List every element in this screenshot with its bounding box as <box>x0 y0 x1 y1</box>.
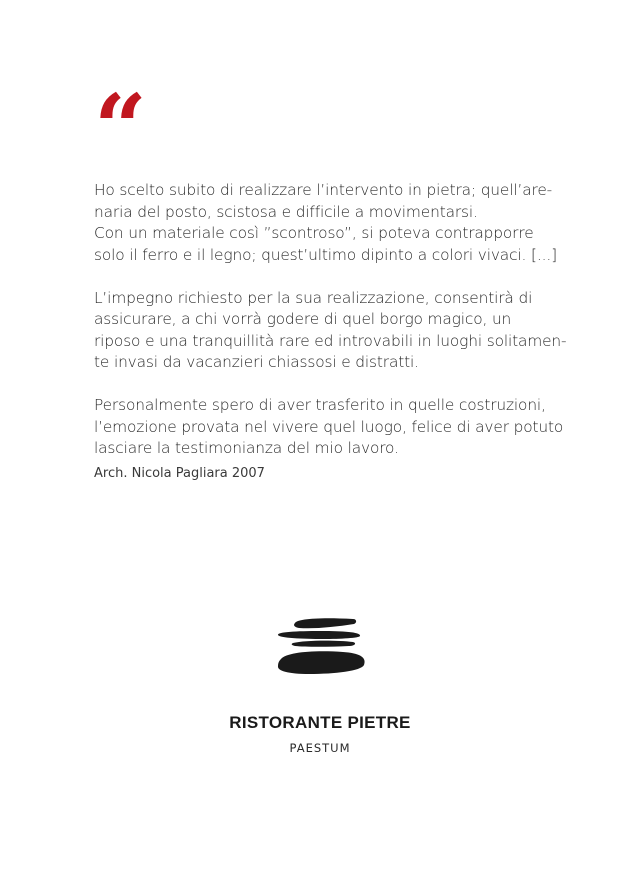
quote-line: Ho scelto subito di realizzare l’intervento in pietra; quell’are- <box>94 181 553 199</box>
quote-paragraph-2 <box>94 288 567 374</box>
brand-name: RISTORANTE PIETRE <box>229 713 411 732</box>
quote-line: naria del posto, scistosa e difficile a movimentarsi. <box>94 202 478 221</box>
quote-line: L’impegno richiesto per la sua realizzazione, consentirà di <box>94 288 533 307</box>
brand-location: PAESTUM <box>289 741 351 755</box>
quote-line: Con un materiale così ”scontroso”, si poteva contrapporre <box>94 224 534 242</box>
quote-line: lasciare la testimonianza del mio lavoro. <box>94 439 399 457</box>
quote-line: solo il ferro e il legno; quest’ultimo dipinto a colori vivaci. [...] <box>94 245 557 264</box>
quote-line: riposo e una tranquillità rare ed introvabili in luoghi solitamen- <box>94 331 567 350</box>
quote-paragraph-1 <box>94 180 557 266</box>
quote-body <box>94 180 567 481</box>
quote-line: te invasi da vacanzieri chiassosi e distratti. <box>94 353 419 371</box>
quote-line: Personalmente spero di aver trasferito in quelle costruzioni, <box>94 396 546 414</box>
quote-paragraph-3 <box>94 395 564 460</box>
quote-line: l’emozione provata nel vivere quel luogo, felice di aver potuto <box>94 417 564 436</box>
stacked-stones-icon <box>275 614 367 678</box>
signature: Arch. Nicola Pagliara 2007 <box>94 466 265 481</box>
quote-mark-icon: “ <box>94 74 147 182</box>
quote-line: assicurare, a chi vorrà godere di quel borgo magico, un <box>94 310 512 328</box>
